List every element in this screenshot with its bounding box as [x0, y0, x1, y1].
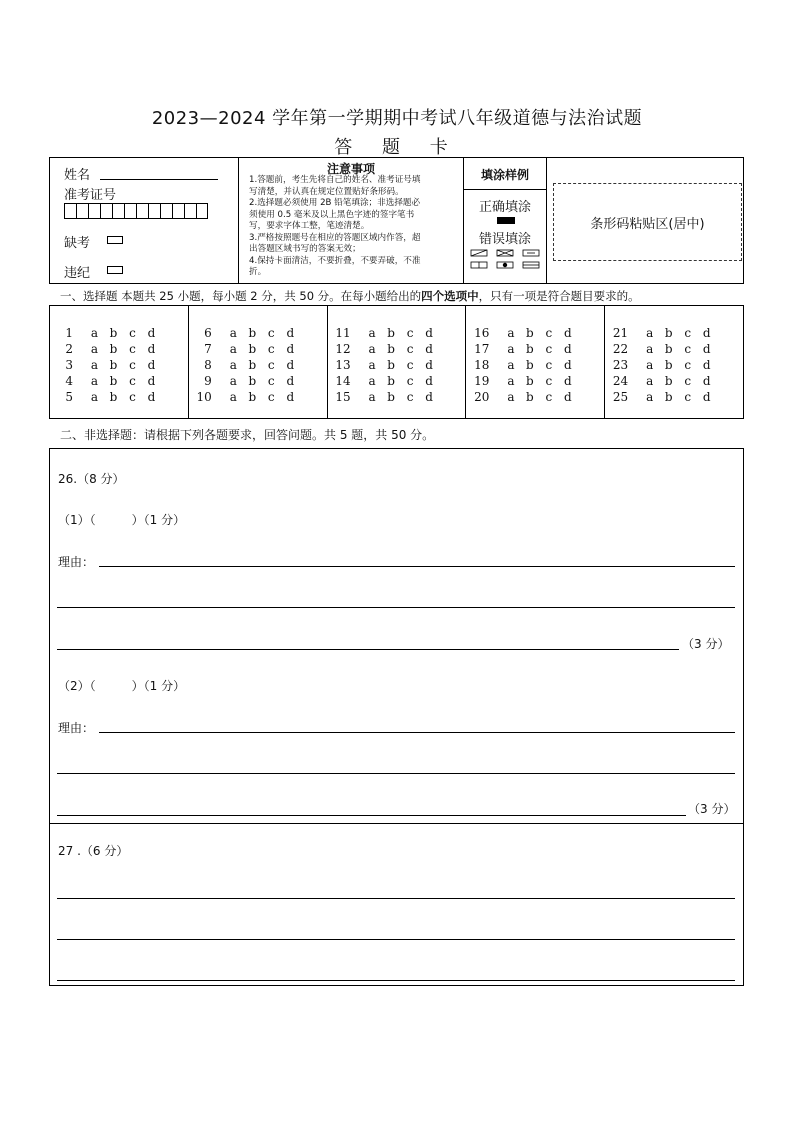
mc-option-d[interactable]: d — [147, 358, 156, 372]
correct-fill-label: 正确填涂 — [478, 200, 531, 215]
mc-option-c[interactable]: c — [406, 358, 414, 372]
mc-option-a[interactable]: a — [229, 390, 237, 404]
mc-option-d[interactable]: d — [702, 342, 711, 356]
mc-question-row — [50, 373, 188, 389]
mc-option-b[interactable]: b — [387, 358, 395, 372]
mc-question-number: 13 — [335, 358, 351, 372]
mc-option-a[interactable]: a — [229, 342, 237, 356]
violation-checkbox[interactable] — [107, 266, 123, 274]
mc-question-number: 11 — [335, 326, 351, 340]
mc-option-a[interactable]: a — [507, 358, 515, 372]
mc-question-row — [50, 341, 188, 357]
mc-option-a[interactable]: a — [368, 358, 376, 372]
mc-question-row — [189, 389, 327, 405]
mc-option-a[interactable]: a — [229, 358, 237, 372]
note-line: 写，要求字体工整，笔迹清楚。 — [249, 221, 370, 231]
mc-option-b[interactable]: b — [248, 390, 257, 404]
mc-question-number: 24 — [612, 374, 629, 388]
mc-option-b[interactable]: b — [664, 390, 673, 404]
mc-option-d[interactable]: d — [702, 358, 711, 372]
mc-option-c[interactable]: c — [684, 326, 692, 340]
mc-option-c[interactable]: c — [129, 326, 136, 340]
absent-label: 缺考 — [64, 236, 91, 251]
q26-title: 26.（8 分） — [58, 472, 125, 486]
mc-question-row — [605, 325, 743, 341]
mc-option-a[interactable]: a — [229, 326, 237, 340]
mc-option-a[interactable]: a — [646, 390, 654, 404]
id-digit-box[interactable] — [184, 203, 196, 219]
mc-option-b[interactable]: b — [109, 390, 118, 404]
note-line: 2.选择题必须使用 2B 铅笔填涂；非选择题必 — [249, 198, 421, 208]
mc-option-d[interactable]: d — [564, 342, 572, 356]
id-digit-box[interactable] — [124, 203, 136, 219]
id-digit-box[interactable] — [112, 203, 124, 219]
mc-question-number: 3 — [65, 358, 73, 372]
mc-option-b[interactable]: b — [248, 374, 257, 388]
answer-line[interactable] — [57, 649, 679, 650]
mc-question-row — [50, 325, 188, 341]
note-line: 写清楚，并认真在规定位置贴好条形码。 — [249, 186, 404, 197]
divider — [464, 189, 546, 190]
mc-option-a[interactable]: a — [507, 390, 515, 404]
mc-option-a[interactable]: a — [368, 342, 376, 356]
id-label: 准考证号 — [64, 188, 117, 203]
mc-option-b[interactable]: b — [526, 342, 534, 356]
mc-option-a[interactable]: a — [646, 358, 654, 372]
id-digit-box[interactable] — [196, 203, 208, 219]
id-number-grid[interactable] — [64, 203, 208, 219]
q27-title: 27 .（6 分） — [58, 844, 129, 858]
mc-question-row — [605, 389, 743, 405]
q26-score2: （3 分） — [688, 802, 736, 816]
mc-option-b[interactable]: b — [664, 374, 673, 388]
mc-option-a[interactable]: a — [646, 342, 654, 356]
answer-line[interactable] — [99, 732, 735, 733]
id-digit-box[interactable] — [100, 203, 112, 219]
mc-option-d[interactable]: d — [147, 342, 156, 356]
correct-fill-mark — [497, 217, 515, 224]
mc-question-row — [50, 357, 188, 373]
mc-option-b[interactable]: b — [664, 326, 673, 340]
mc-option-c[interactable]: c — [684, 342, 692, 356]
answer-line[interactable] — [57, 815, 686, 816]
mc-question-row — [50, 389, 188, 405]
mc-option-d[interactable]: d — [702, 326, 711, 340]
mc-question-row — [189, 341, 327, 357]
note-line: 须使用 0.5 毫米及以上黑色字迹的签字笔书 — [249, 209, 415, 220]
mc-option-c[interactable]: c — [267, 358, 275, 372]
mc-option-c[interactable]: c — [129, 358, 136, 372]
mc-question-number: 14 — [335, 374, 351, 388]
mc-option-c[interactable]: c — [267, 326, 275, 340]
mc-question-row — [466, 357, 604, 373]
mc-question-number: 25 — [612, 390, 629, 404]
notes-heading: 注意事项 — [326, 162, 375, 176]
wrong-fill-label: 错误填涂 — [478, 232, 531, 247]
mc-option-a[interactable]: a — [507, 326, 515, 340]
mc-question-row — [466, 373, 604, 389]
mc-group — [605, 306, 743, 418]
barcode-area — [553, 183, 742, 261]
answer-line[interactable] — [57, 898, 735, 899]
answer-line[interactable] — [57, 939, 735, 940]
section1-heading-bold: 四个选项中 — [421, 289, 479, 303]
multiple-choice-grid — [49, 305, 744, 419]
mc-question-row — [328, 389, 466, 405]
mc-option-b[interactable]: b — [387, 390, 395, 404]
mc-option-b[interactable]: b — [387, 342, 395, 356]
answer-sheet-subtitle: 答 题 卡 — [334, 137, 460, 158]
mc-question-number: 9 — [204, 374, 212, 388]
mc-option-b[interactable]: b — [109, 326, 118, 340]
mc-question-row — [328, 357, 466, 373]
id-digit-box[interactable] — [148, 203, 160, 219]
mc-question-number: 4 — [65, 374, 73, 388]
mc-option-a[interactable]: a — [90, 358, 99, 372]
mc-option-c[interactable]: c — [545, 326, 553, 340]
mc-question-number: 1 — [65, 326, 73, 340]
note-line: 4.保持卡面清洁，不要折叠，不要弄破，不准 — [249, 255, 421, 266]
note-line: 出答题区域书写的答案无效； — [249, 244, 361, 254]
mc-option-d[interactable]: d — [425, 326, 433, 340]
mc-option-c[interactable]: c — [684, 358, 692, 372]
answer-line[interactable] — [57, 773, 735, 774]
absent-checkbox[interactable] — [107, 236, 123, 244]
mc-option-b[interactable]: b — [664, 342, 673, 356]
mc-question-number: 2 — [65, 342, 73, 356]
mc-option-d[interactable]: d — [147, 374, 156, 388]
mc-option-d[interactable]: d — [425, 390, 433, 404]
mc-question-row — [466, 389, 604, 405]
mc-option-b[interactable]: b — [248, 358, 257, 372]
q26-score1: （3 分） — [682, 637, 730, 651]
mc-question-number: 22 — [612, 342, 629, 356]
mc-option-c[interactable]: c — [267, 374, 275, 388]
mc-option-c[interactable]: c — [545, 374, 553, 388]
mc-question-number: 6 — [204, 326, 212, 340]
wrong-fill-marks-icon — [469, 248, 543, 270]
mc-option-c[interactable]: c — [267, 342, 275, 356]
mc-question-row — [466, 341, 604, 357]
id-digit-box[interactable] — [172, 203, 184, 219]
mc-question-number: 15 — [335, 390, 351, 404]
mc-option-d[interactable]: d — [286, 358, 295, 372]
mc-option-c[interactable]: c — [684, 374, 692, 388]
mc-option-a[interactable]: a — [507, 374, 515, 388]
mc-question-row — [189, 325, 327, 341]
answer-line[interactable] — [57, 980, 735, 981]
mc-question-row — [328, 341, 466, 357]
note-line: 1.答题前，考生先将自己的姓名、准考证号填 — [249, 175, 421, 185]
mc-question-row — [189, 373, 327, 389]
violation-label: 违纪 — [64, 266, 91, 281]
mc-option-a[interactable]: a — [368, 374, 376, 388]
mc-option-d[interactable]: d — [286, 326, 295, 340]
mc-option-c[interactable]: c — [406, 326, 414, 340]
mc-option-c[interactable]: c — [406, 342, 414, 356]
mc-option-b[interactable]: b — [109, 358, 118, 372]
id-digit-box[interactable] — [76, 203, 88, 219]
id-digit-box[interactable] — [136, 203, 148, 219]
divider — [546, 158, 547, 283]
mc-question-number: 5 — [65, 390, 73, 404]
mc-question-number: 18 — [474, 358, 490, 372]
mc-option-d[interactable]: d — [564, 390, 572, 404]
mc-question-row — [605, 341, 743, 357]
mc-option-d[interactable]: d — [564, 374, 572, 388]
mc-option-b[interactable]: b — [664, 358, 673, 372]
mc-option-a[interactable]: a — [646, 374, 654, 388]
mc-option-d[interactable]: d — [425, 342, 433, 356]
mc-option-d[interactable]: d — [702, 390, 711, 404]
mc-option-d[interactable]: d — [702, 374, 711, 388]
mc-option-b[interactable]: b — [526, 358, 534, 372]
mc-question-number: 20 — [474, 390, 490, 404]
mc-question-row — [605, 357, 743, 373]
mc-option-a[interactable]: a — [90, 342, 99, 356]
mc-option-a[interactable]: a — [90, 390, 99, 404]
q26-part1: （1）（ ）（1 分） — [58, 513, 186, 527]
mc-option-c[interactable]: c — [267, 390, 275, 404]
mc-option-c[interactable]: c — [406, 374, 414, 388]
mc-option-c[interactable]: c — [406, 390, 414, 404]
mc-option-a[interactable]: a — [229, 374, 237, 388]
section2-heading: 二、非选择题：请根据下列各题要求，回答问题。共 5 题，共 50 分。 — [60, 428, 435, 442]
mc-question-number: 16 — [474, 326, 490, 340]
answer-area — [49, 448, 744, 986]
mc-group — [328, 306, 467, 418]
note-line: 折。 — [249, 267, 267, 277]
mc-option-b[interactable]: b — [387, 374, 395, 388]
q26-part2: （2）（ ）（1 分） — [58, 679, 186, 693]
mc-option-b[interactable]: b — [109, 342, 118, 356]
mc-option-c[interactable]: c — [545, 342, 553, 356]
mc-question-row — [466, 325, 604, 341]
mc-option-a[interactable]: a — [368, 390, 376, 404]
exam-title: 2023—2024 学年第一学期期中考试八年级道德与法治试题 — [151, 108, 643, 129]
mc-question-row — [328, 325, 466, 341]
id-digit-box[interactable] — [160, 203, 172, 219]
mc-question-number: 21 — [612, 326, 629, 340]
mc-option-b[interactable]: b — [248, 342, 257, 356]
name-label: 姓名 — [64, 168, 91, 183]
mc-option-c[interactable]: c — [545, 358, 553, 372]
info-box — [49, 157, 744, 284]
answer-line[interactable] — [57, 607, 735, 608]
mc-option-d[interactable]: d — [425, 358, 433, 372]
mc-option-b[interactable]: b — [526, 374, 534, 388]
mc-question-number: 8 — [204, 358, 212, 372]
mc-option-a[interactable]: a — [90, 326, 99, 340]
mc-group — [466, 306, 605, 418]
q26-reason-label-2: 理由： — [58, 721, 95, 735]
mc-option-b[interactable]: b — [526, 390, 534, 404]
mc-option-d[interactable]: d — [564, 358, 572, 372]
mc-question-number: 17 — [474, 342, 490, 356]
mc-option-d[interactable]: d — [286, 390, 295, 404]
mc-question-number: 19 — [474, 374, 490, 388]
mc-option-a[interactable]: a — [90, 374, 99, 388]
mc-question-row — [189, 357, 327, 373]
mc-option-c[interactable]: c — [129, 390, 136, 404]
mc-option-a[interactable]: a — [646, 326, 654, 340]
mc-group — [50, 306, 189, 418]
name-field[interactable] — [100, 179, 218, 180]
mc-question-row — [328, 373, 466, 389]
barcode-label: 条形码粘贴区(居中) — [590, 216, 705, 232]
mc-question-number: 10 — [196, 390, 212, 404]
section1-heading — [60, 288, 640, 304]
mc-option-d[interactable]: d — [425, 374, 433, 388]
mc-option-c[interactable]: c — [545, 390, 553, 404]
mc-option-b[interactable]: b — [526, 326, 534, 340]
mc-option-a[interactable]: a — [368, 326, 376, 340]
mc-option-b[interactable]: b — [248, 326, 257, 340]
section1-heading-prefix: 一、选择题 本题共 25 小题，每小题 2 分，共 50 分。在每小题给出的 — [60, 289, 422, 303]
mc-question-row — [605, 373, 743, 389]
q26-reason-label: 理由： — [58, 555, 95, 569]
question-divider — [50, 823, 743, 824]
mc-option-d[interactable]: d — [564, 326, 572, 340]
mc-option-d[interactable]: d — [286, 374, 295, 388]
mc-option-d[interactable]: d — [147, 390, 156, 404]
fill-example-heading: 填涂样例 — [480, 168, 529, 182]
mc-option-a[interactable]: a — [507, 342, 515, 356]
mc-question-number: 23 — [612, 358, 629, 372]
note-line: 3.严格按照题号在相应的答题区域内作答，超 — [249, 232, 421, 243]
mc-option-d[interactable]: d — [147, 326, 156, 340]
answer-line[interactable] — [99, 566, 735, 567]
mc-question-number: 12 — [335, 342, 351, 356]
mc-option-c[interactable]: c — [129, 374, 136, 388]
mc-group — [189, 306, 328, 418]
section1-heading-suffix: ，只有一项是符合题目要求的。 — [478, 289, 640, 303]
mc-option-b[interactable]: b — [387, 326, 395, 340]
mc-option-c[interactable]: c — [684, 390, 692, 404]
mc-option-c[interactable]: c — [129, 342, 136, 356]
mc-question-number: 7 — [204, 342, 212, 356]
mc-option-d[interactable]: d — [286, 342, 295, 356]
id-digit-box[interactable] — [88, 203, 100, 219]
mc-option-b[interactable]: b — [109, 374, 118, 388]
id-digit-box[interactable] — [64, 203, 76, 219]
notes-list — [249, 175, 461, 279]
